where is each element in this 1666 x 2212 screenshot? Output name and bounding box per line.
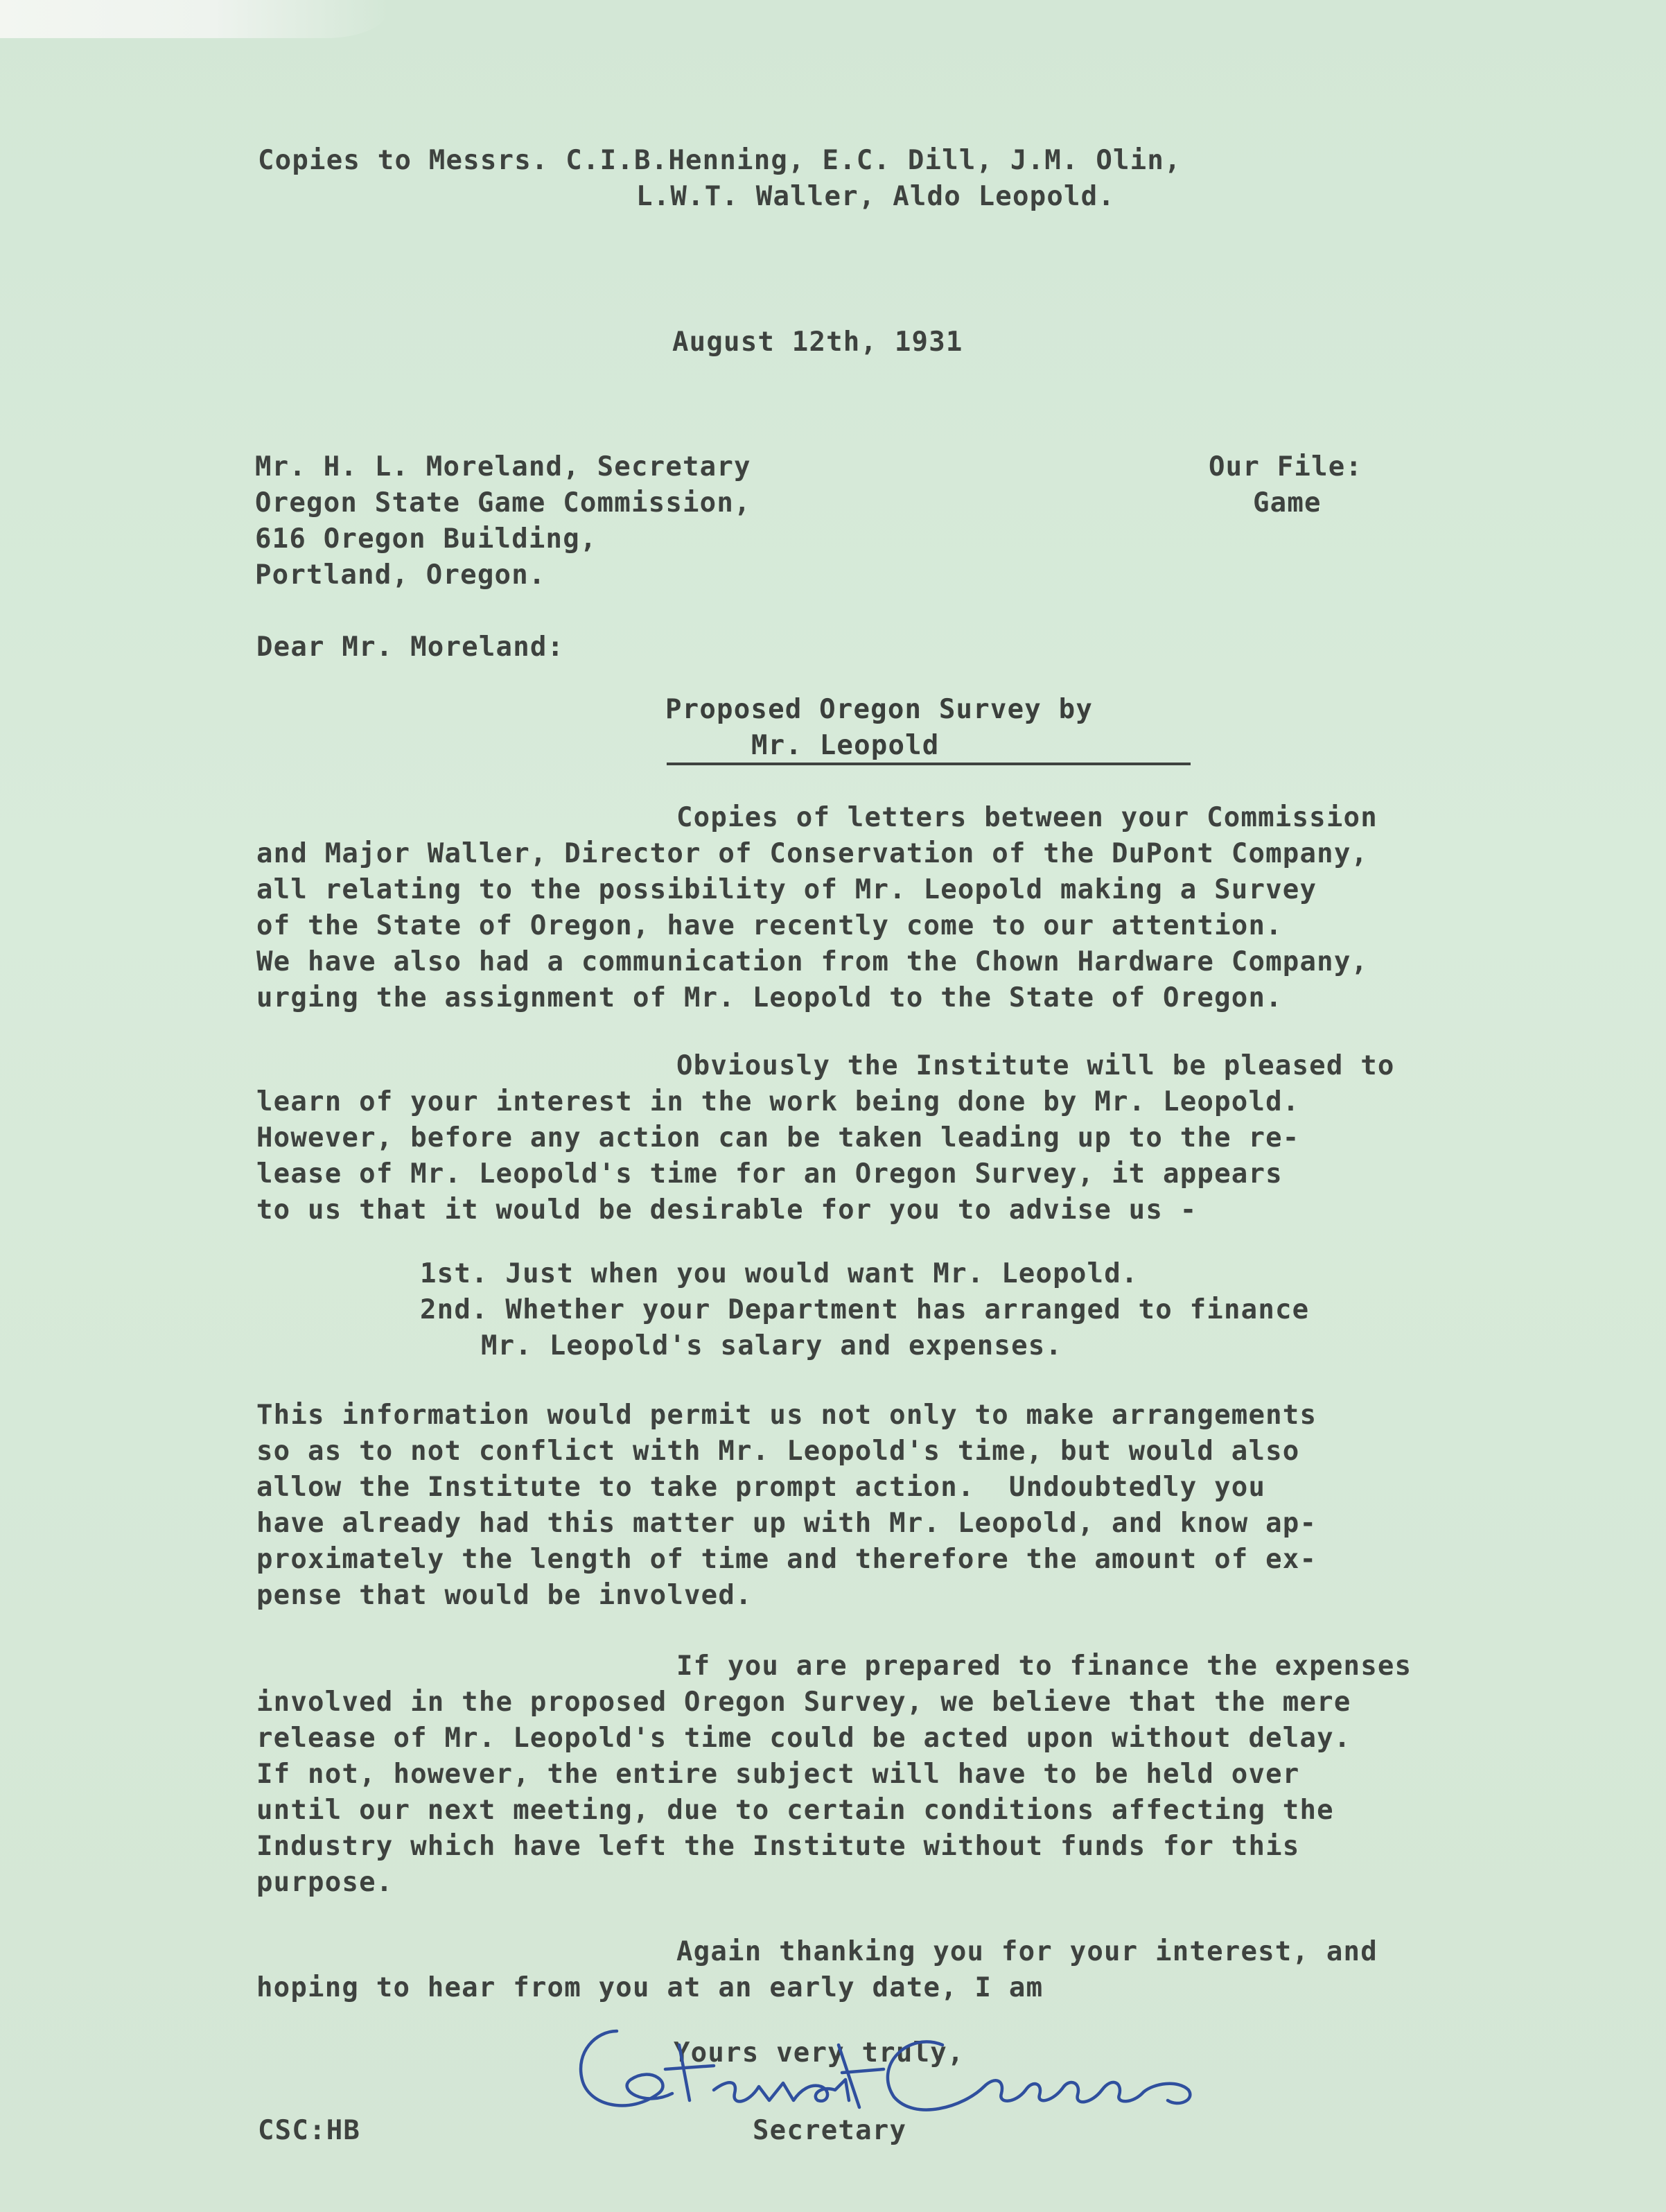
our-file-label: Our File: [1209, 451, 1363, 482]
paragraph-5-line: Again thanking you for your interest, and [676, 1936, 1378, 1967]
torn-paper-edge [0, 0, 388, 38]
paragraph-2-line: However, before any action can be taken leading up to the re- [256, 1122, 1300, 1153]
paragraph-4-line: purpose. [256, 1867, 394, 1898]
address-line: 616 Oregon Building, [255, 523, 597, 555]
address-line: Oregon State Game Commission, [255, 487, 751, 519]
our-file-value: Game [1253, 487, 1322, 519]
subject-underline [667, 763, 1191, 765]
reference-initials: CSC:HB [258, 2115, 361, 2146]
salutation: Dear Mr. Moreland: [256, 632, 565, 663]
paragraph-3-line: This information would permit us not only to make arrangements [256, 1400, 1317, 1431]
paragraph-2-line: to us that it would be desirable for you to advise us - [256, 1194, 1198, 1226]
paragraph-1-line: urging the assignment of Mr. Leopold to the State of Oregon. [256, 982, 1283, 1013]
subject-line-1: Proposed Oregon Survey by [665, 694, 1093, 725]
paragraph-3-line: allow the Institute to take prompt action. Undoubtedly you [256, 1472, 1266, 1503]
paragraph-3-line: pense that would be involved. [256, 1580, 753, 1611]
paragraph-4-line: If not, however, the entire subject will have to be held over [256, 1759, 1300, 1790]
paragraph-3-line: proximately the length of time and therefore the amount of ex- [256, 1544, 1317, 1575]
address-line: Portland, Oregon. [255, 559, 546, 591]
copies-line-2: L.W.T. Waller, Aldo Leopold. [636, 181, 1116, 212]
paragraph-3-line: so as to not conflict with Mr. Leopold's time, but would also [256, 1436, 1300, 1467]
paragraph-4-line: Industry which have left the Institute without funds for this [256, 1831, 1300, 1862]
closing: Yours very truly, [674, 2037, 965, 2069]
paragraph-2-line: learn of your interest in the work being done by Mr. Leopold. [256, 1086, 1300, 1117]
subject-line-2: Mr. Leopold [751, 730, 940, 761]
paragraph-1-line: all relating to the possibility of Mr. Leopold making a Survey [256, 874, 1317, 905]
paragraph-3-line: have already had this matter up with Mr. Leopold, and know ap- [256, 1508, 1317, 1539]
paragraph-5-line: hoping to hear from you at an early date, I am [256, 1972, 1044, 2003]
signatory-title: Secretary [753, 2115, 907, 2146]
list-item-2: 2nd. Whether your Department has arranged to finance [420, 1294, 1310, 1325]
paragraph-4-line: If you are prepared to finance the expenses [676, 1651, 1412, 1682]
address-line: Mr. H. L. Moreland, Secretary [255, 451, 751, 482]
paragraph-4-line: involved in the proposed Oregon Survey, we believe that the mere [256, 1687, 1351, 1718]
paragraph-4-line: release of Mr. Leopold's time could be acted upon without delay. [256, 1723, 1351, 1754]
paragraph-2-line: Obviously the Institute will be pleased to [676, 1050, 1395, 1081]
paragraph-2-line: lease of Mr. Leopold's time for an Oregon Survey, it appears [256, 1158, 1283, 1190]
paragraph-1-line: We have also had a communication from the Chown Hardware Company, [256, 946, 1369, 977]
copies-line-1: Copies to Messrs. C.I.B.Henning, E.C. Dill, J.M. Olin, [258, 145, 1182, 176]
letter-date: August 12th, 1931 [672, 326, 963, 358]
paragraph-1-line: of the State of Oregon, have recently come to our attention. [256, 910, 1283, 941]
list-item-1: 1st. Just when you would want Mr. Leopold. [420, 1258, 1139, 1289]
list-item-2-continued: Mr. Leopold's salary and expenses. [481, 1330, 1063, 1361]
paragraph-4-line: until our next meeting, due to certain conditions affecting the [256, 1795, 1334, 1826]
signature-strokes [581, 2031, 1190, 2110]
paragraph-1-line: Copies of letters between your Commission [676, 802, 1378, 833]
paragraph-1-line: and Major Waller, Director of Conservation of the DuPont Company, [256, 838, 1369, 869]
